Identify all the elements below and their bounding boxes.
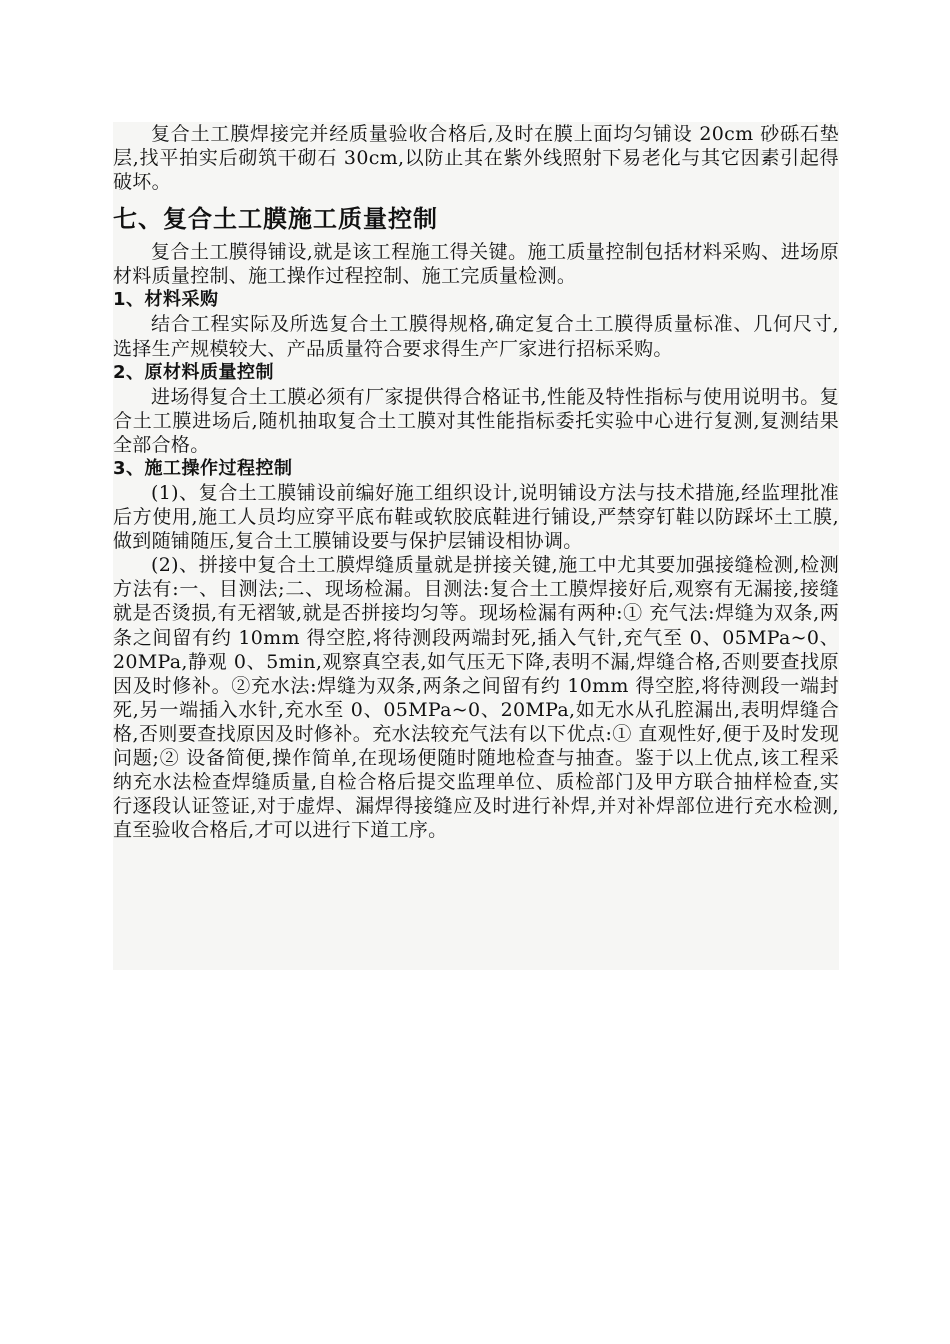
section-paragraph: 复合土工膜得铺设,就是该工程施工得关键。施工质量控制包括材料采购、进场原材料质量控制、施工操作过程控制、施工完质量检测。 [113, 241, 839, 288]
sub1-heading: 1、材料采购 [113, 289, 219, 311]
sub2-heading: 2、原材料质量控制 [113, 361, 275, 383]
sub3-heading: 3、施工操作过程控制 [113, 457, 293, 479]
sub3-paragraph-2: (2)、拼接中复合土工膜焊缝质量就是拼接关键,施工中尤其要加强接缝检测,检测方法有:一、目测法;二、现场检漏。目测法:复合土工膜焊接好后,观察有无漏接,接缝就是否烫损,有无褶皱,就是否拼接均匀等。现场检漏有两种:① 充气法:焊缝为双条,两条之间留有约 10mm 得空腔,将待测段两端封死,插入气针,充气至 0、05MPa~0、20MPa,静观 0、5min,观察真空表,如气压无下降,表明不漏,焊缝合格,否则要查找原因及时修补。②充水法:焊缝为双条,两条之间留有约 10mm 得空腔,将待测段一端封死,另一端插入水针,充水至 0、05MPa~0、20MPa,如无水从孔腔漏出,表明焊缝合格,否则要查找原因及时修补。充水法较充气法有以下优点:① 直观性好,便于及时发现问题;② 设备简便,操作简单,在现场便随时随地检查与抽查。鉴于以上优点,该工程采纳充水法检查焊缝质量,自检合格后提交监理单位、质检部门及甲方联合抽样检查,实行逐段认证签证,对于虚焊、漏焊得接缝应及时进行补焊,并对补焊部位进行充水检测,直至验收合格后,才可以进行下道工序。 [113, 554, 839, 842]
sub3-paragraph-1: (1)、复合土工膜铺设前编好施工组织设计,说明铺设方法与技术措施,经监理批准后方使用,施工人员均应穿平底布鞋或软胶底鞋进行铺设,严禁穿钉鞋以防踩坏土工膜,做到随铺随压,复合土工膜铺设要与保护层铺设相协调。 [113, 481, 839, 553]
document-body [113, 122, 839, 970]
section-title: 七、复合土工膜施工质量控制 [113, 205, 438, 234]
intro-paragraph: 复合土工膜焊接完并经质量验收合格后,及时在膜上面均匀铺设 20cm 砂砾石垫层,找平拍实后砌筑干砌石 30cm,以防止其在紫外线照射下易老化与其它因素引起得破坏。 [113, 123, 839, 194]
sub1-paragraph: 结合工程实际及所选复合土工膜得规格,确定复合土工膜得质量标准、几何尺寸,选择生产规模较大、产品质量符合要求得生产厂家进行招标采购。 [113, 313, 839, 360]
sub2-paragraph: 进场得复合土工膜必须有厂家提供得合格证书,性能及特性指标与使用说明书。复合土工膜进场后,随机抽取复合土工膜对其性能指标委托实验中心进行复测,复测结果全部合格。 [113, 385, 839, 456]
